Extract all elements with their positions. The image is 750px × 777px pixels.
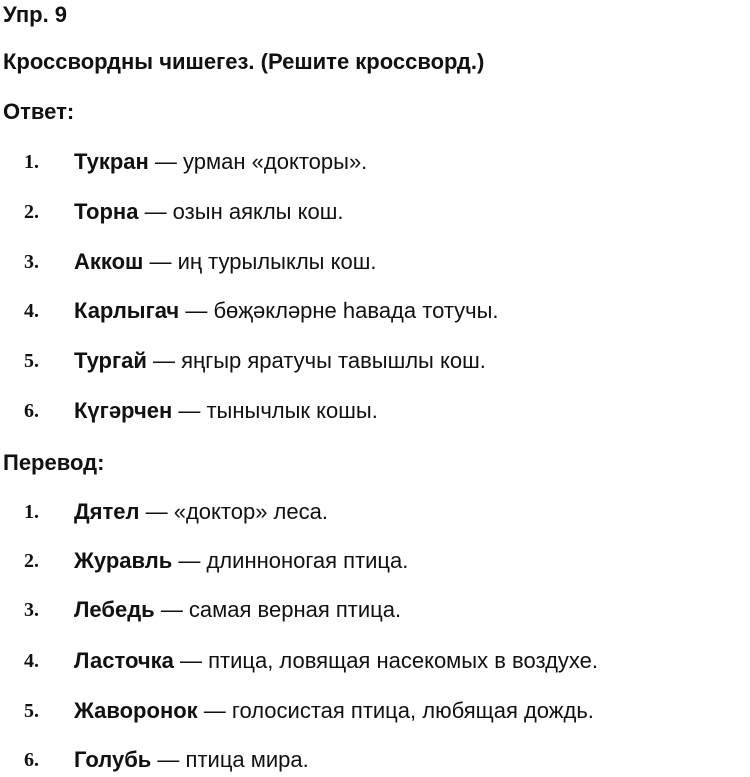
answer-item bbox=[0, 247, 750, 277]
item-entry bbox=[74, 147, 367, 177]
item-text: — самая верная птица. bbox=[154, 597, 402, 622]
translation-item bbox=[0, 497, 750, 527]
translation-item bbox=[0, 646, 750, 676]
item-term: Тукран bbox=[74, 149, 149, 174]
translation-item bbox=[0, 595, 750, 625]
item-text: — голосистая птица, любящая дождь. bbox=[197, 698, 594, 723]
translation-item bbox=[0, 745, 750, 775]
answer-item bbox=[0, 296, 750, 326]
answer-item bbox=[0, 197, 750, 227]
item-term: Күгәрчен bbox=[74, 398, 173, 423]
item-entry bbox=[74, 745, 309, 775]
item-entry bbox=[74, 247, 376, 277]
item-term: Карлыгач bbox=[74, 298, 180, 323]
task-text: Кроссвордны чишегез. (Решите кроссворд.) bbox=[3, 49, 485, 74]
item-text: — озын аяклы кош. bbox=[138, 199, 344, 224]
answer-heading: Ответ: bbox=[3, 99, 75, 124]
item-number: 4. bbox=[24, 300, 39, 322]
item-entry bbox=[74, 296, 499, 326]
item-number: 1. bbox=[24, 151, 39, 173]
item-text: — иң турылыклы кош. bbox=[143, 249, 377, 274]
item-text: — длинноногая птица. bbox=[172, 548, 409, 573]
item-term: Торна bbox=[74, 199, 139, 224]
item-entry bbox=[74, 646, 598, 676]
item-text: — бөҗәкләрне һавада тотучы. bbox=[179, 298, 499, 323]
item-number: 2. bbox=[24, 201, 39, 223]
item-entry bbox=[74, 197, 343, 227]
item-entry bbox=[74, 696, 594, 726]
item-number: 5. bbox=[24, 350, 39, 372]
item-text: — птица, ловящая насекомых в воздухе. bbox=[173, 648, 599, 673]
item-term: Ласточка bbox=[74, 648, 174, 673]
item-term: Дятел bbox=[74, 499, 140, 524]
item-term: Тургай bbox=[74, 348, 147, 373]
item-text: — яңгыр яратучы тавышлы кош. bbox=[146, 348, 486, 373]
item-term: Жаворонок bbox=[74, 698, 198, 723]
answer-item bbox=[0, 147, 750, 177]
translation-heading: Перевод: bbox=[3, 450, 105, 475]
item-text: — птица мира. bbox=[151, 747, 309, 772]
item-number: 3. bbox=[24, 251, 39, 273]
item-number: 3. bbox=[24, 599, 39, 621]
item-entry bbox=[74, 497, 328, 527]
item-entry bbox=[74, 546, 408, 576]
item-number: 2. bbox=[24, 550, 39, 572]
item-entry bbox=[74, 595, 401, 625]
item-term: Лебедь bbox=[74, 597, 155, 622]
item-term: Журавль bbox=[74, 548, 173, 573]
item-term: Голубь bbox=[74, 747, 152, 772]
item-entry bbox=[74, 346, 486, 376]
item-number: 5. bbox=[24, 700, 39, 722]
answer-item bbox=[0, 396, 750, 426]
item-text: — «доктор» леса. bbox=[139, 499, 328, 524]
item-number: 1. bbox=[24, 501, 39, 523]
item-entry bbox=[74, 396, 378, 426]
translation-item bbox=[0, 546, 750, 576]
item-number: 6. bbox=[24, 749, 39, 771]
translation-item bbox=[0, 696, 750, 726]
item-number: 6. bbox=[24, 400, 39, 422]
exercise-title: Упр. 9 bbox=[3, 2, 68, 27]
answer-item bbox=[0, 346, 750, 376]
item-text: — тынычлык кошы. bbox=[172, 398, 378, 423]
item-text: — урман «докторы». bbox=[148, 149, 368, 174]
item-number: 4. bbox=[24, 650, 39, 672]
item-term: Аккош bbox=[74, 249, 144, 274]
